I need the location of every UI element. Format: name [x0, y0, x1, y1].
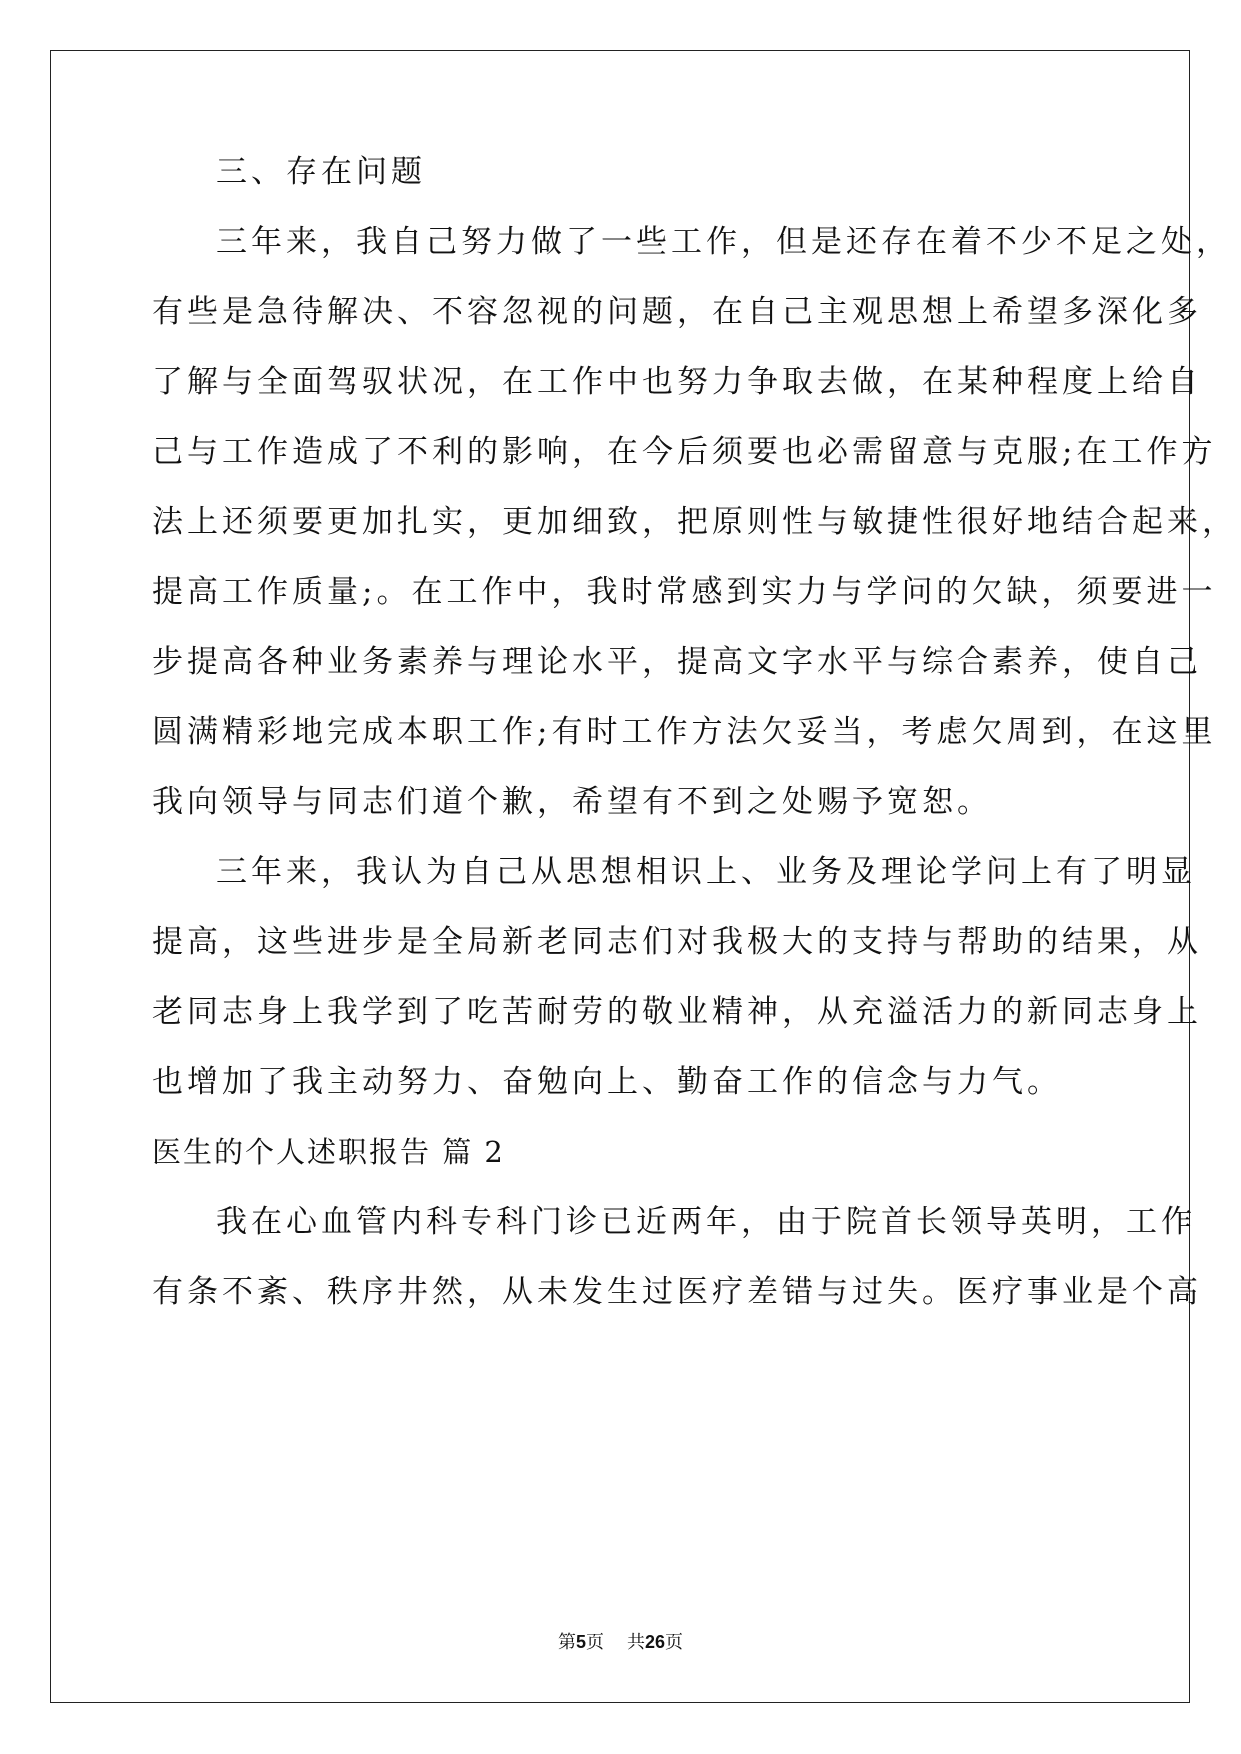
- paragraph-line: 我向领导与同志们道个歉，希望有不到之处赐予宽恕。: [152, 784, 992, 820]
- paragraph-line: 有些是急待解决、不容忽视的问题，在自己主观思想上希望多深化多: [152, 294, 1202, 330]
- paragraph-line: 有条不紊、秩序井然，从未发生过医疗差错与过失。医疗事业是个高: [152, 1274, 1202, 1310]
- paragraph-line: 步提高各种业务素养与理论水平，提高文字水平与综合素养，使自己: [152, 644, 1202, 680]
- paragraph-line: 三年来，我自己努力做了一些工作，但是还存在着不少不足之处，: [216, 224, 1231, 260]
- paragraph-line: 了解与全面驾驭状况，在工作中也努力争取去做，在某种程度上给自: [152, 364, 1202, 400]
- paragraph-line: 己与工作造成了不利的影响，在今后须要也必需留意与克服;在工作方: [152, 434, 1217, 470]
- page-footer: [0, 1628, 1241, 1654]
- page-prefix: 第: [558, 1632, 577, 1653]
- total-suffix: 页: [664, 1632, 683, 1653]
- report-title: 医生的个人述职报告 篇 2: [152, 1135, 505, 1169]
- page-suffix: 页: [586, 1632, 605, 1653]
- paragraph-line: 也增加了我主动努力、奋勉向上、勤奋工作的信念与力气。: [152, 1064, 1062, 1100]
- page-number: 5: [576, 1632, 587, 1652]
- paragraph-line: 三年来，我认为自己从思想相识上、业务及理论学问上有了明显: [216, 854, 1196, 890]
- paragraph-line: 老同志身上我学到了吃苦耐劳的敬业精神，从充溢活力的新同志身上: [152, 994, 1202, 1030]
- total-pages: 26: [644, 1632, 665, 1652]
- paragraph-line: 提高工作质量;。在工作中，我时常感到实力与学问的欠缺，须要进一: [152, 574, 1217, 610]
- paragraph-line: 我在心血管内科专科门诊已近两年，由于院首长领导英明，工作: [216, 1204, 1196, 1240]
- total-prefix: 共: [626, 1632, 645, 1653]
- paragraph-line: 圆满精彩地完成本职工作;有时工作方法欠妥当，考虑欠周到，在这里: [152, 714, 1217, 750]
- paragraph-line: 提高，这些进步是全局新老同志们对我极大的支持与帮助的结果，从: [152, 924, 1202, 960]
- paragraph-line: 法上还须要更加扎实，更加细致，把原则性与敏捷性很好地结合起来，: [152, 504, 1237, 540]
- section-heading: 三、存在问题: [216, 154, 426, 190]
